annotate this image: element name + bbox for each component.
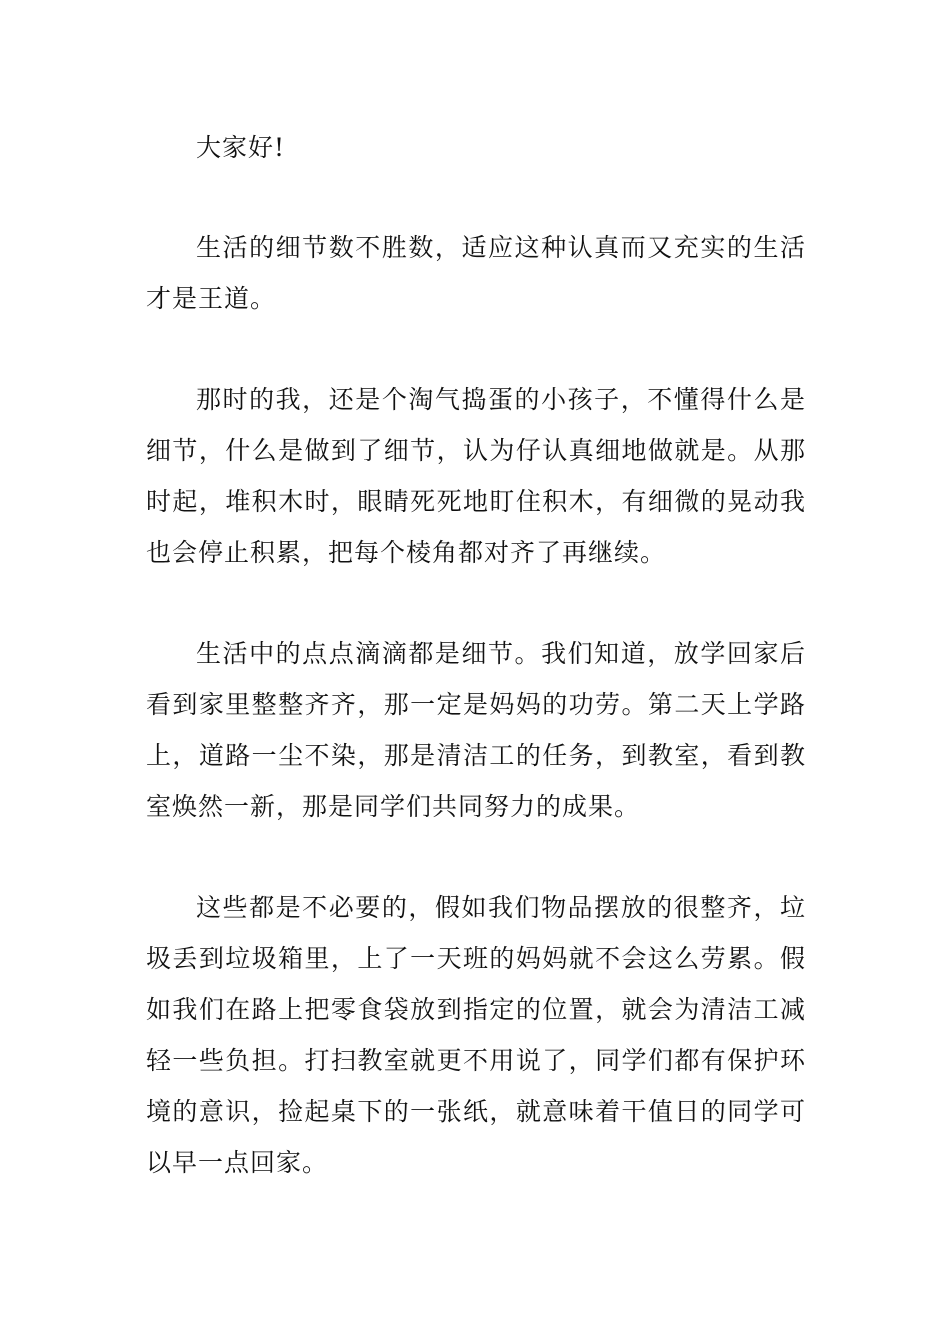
document-body	[146, 122, 806, 1238]
paragraph-2: 那时的我，还是个淘气捣蛋的小孩子，不懂得什么是细节，什么是做到了细节，认为仔认真细地做就是。从那时起，堆积木时，眼睛死死地盯住积木，有细微的晃动我也会停止积累，把每个棱角都对齐了再继续。	[146, 385, 806, 567]
greeting-paragraph: 大家好!	[196, 133, 286, 162]
paragraph-1: 生活的细节数不胜数，适应这种认真而又充实的生活才是王道。	[146, 233, 806, 313]
paragraph-4: 这些都是不必要的，假如我们物品摆放的很整齐，垃圾丢到垃圾箱里，上了一天班的妈妈就不会这么劳累。假如我们在路上把零食袋放到指定的位置，就会为清洁工减轻一些负担。打扫教室就更不用说了，同学们都有保护环境的意识，捡起桌下的一张纸，就意味着干值日的同学可以早一点回家。	[146, 893, 806, 1177]
paragraph-3: 生活中的点点滴滴都是细节。我们知道，放学回家后看到家里整整齐齐，那一定是妈妈的功劳。第二天上学路上，道路一尘不染，那是清洁工的任务，到教室，看到教室焕然一新，那是同学们共同努力的成果。	[146, 639, 806, 821]
